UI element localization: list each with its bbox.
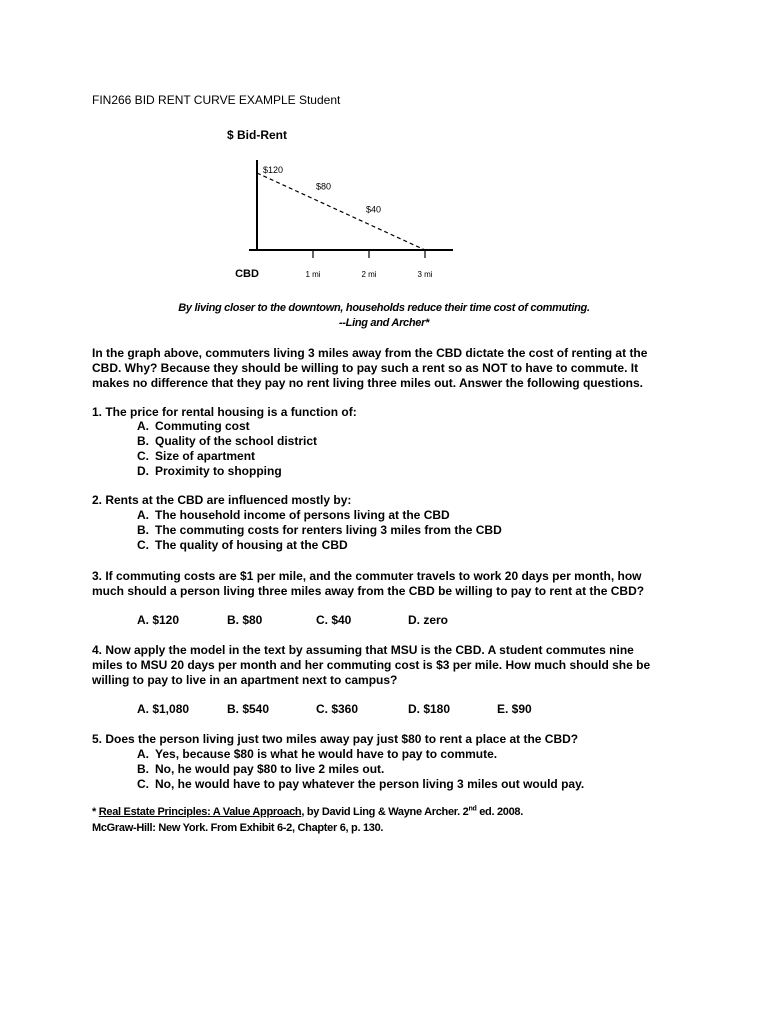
footnote-book-title: Real Estate Principles: A Value Approach [98, 806, 302, 818]
option-letter: C. [137, 449, 149, 463]
question-4-option-c: C. $360 [316, 702, 359, 716]
question-3-option-d: D. zero [408, 613, 449, 627]
x-tick-label: 1 mi [305, 270, 321, 279]
question-2-option-c [137, 538, 348, 552]
intro-line: In the graph above, commuters living 3 miles away from the CBD dictate the cost of renting at the [92, 346, 648, 360]
option-letter: B. [137, 434, 149, 448]
question-1-option-b [137, 434, 317, 448]
option-text: Size of apartment [155, 449, 256, 463]
option-text: The commuting costs for renters living 3 miles from the CBD [155, 523, 502, 537]
option-letter: C. [137, 777, 149, 791]
footnote-line-2: McGraw-Hill: New York. From Exhibit 6-2, Chapter 6, p. 130. [92, 822, 384, 834]
data-label: $120 [263, 165, 284, 175]
quote-text: By living closer to the downtown, households reduce their time cost of commuting. [178, 302, 590, 314]
option-letter: C. [137, 538, 149, 552]
question-5-option-a [137, 747, 497, 761]
question-1-stem: 1. The price for rental housing is a function of: [92, 405, 357, 419]
question-4-stem-line-1: 4. Now apply the model in the text by assuming that MSU is the CBD. A student commutes nine [92, 643, 634, 657]
quote-attribution: --Ling and Archer* [338, 317, 430, 329]
option-letter: D. [137, 464, 149, 478]
option-letter: A. [137, 747, 149, 761]
question-4-option-b: B. $540 [227, 702, 270, 716]
question-2-option-a [137, 508, 450, 522]
x-tick-label: 2 mi [361, 270, 377, 279]
question-3-option-a: A. $120 [137, 613, 180, 627]
option-letter: A. [137, 508, 149, 522]
question-4-option-a: A. $1,080 [137, 702, 190, 716]
option-text: No, he would pay $80 to live 2 miles out. [155, 762, 385, 776]
question-3-stem-line-2: much should a person living three miles away from the CBD be willing to pay to rent at the CBD? [92, 584, 645, 598]
question-5-option-c [137, 777, 584, 791]
footnote-authors: , by David Ling & Wayne Archer. 2 [301, 806, 469, 818]
intro-paragraph [92, 346, 692, 391]
y-axis-label: $ Bid-Rent [227, 128, 287, 142]
option-text: Yes, because $80 is what he would have to pay to commute. [155, 747, 498, 761]
footnote-edition-rest: ed. 2008. [476, 806, 523, 818]
footnote-star: * [92, 806, 99, 818]
intro-line: CBD. Why? Because they should be willing to pay such a rent so as NOT to have to commute. It [92, 361, 639, 375]
option-text: Quality of the school district [155, 434, 318, 448]
question-4-option-d: D. $180 [408, 702, 451, 716]
question-4-option-e: E. $90 [497, 702, 532, 716]
intro-line: makes no difference that they pay no rent living three miles out. Answer the following questions. [92, 376, 643, 390]
option-letter: A. [137, 419, 149, 433]
option-text: No, he would have to pay whatever the person living 3 miles out would pay. [155, 777, 585, 791]
question-2-stem: 2. Rents at the CBD are influenced mostly by: [92, 493, 352, 507]
option-text: Proximity to shopping [155, 464, 282, 478]
question-2-option-b [137, 523, 502, 537]
question-1-option-a [137, 419, 250, 433]
option-letter: B. [137, 762, 149, 776]
question-3-option-b: B. $80 [227, 613, 263, 627]
document-title: FIN266 BID RENT CURVE EXAMPLE Student [92, 93, 341, 107]
question-1-option-c [137, 449, 255, 463]
option-text: Commuting cost [155, 419, 250, 433]
bid-rent-chart [0, 0, 768, 300]
x-tick-label: CBD [235, 268, 259, 280]
question-1-option-d [137, 464, 282, 478]
bid-rent-line [257, 173, 425, 250]
option-letter: B. [137, 523, 149, 537]
question-3-option-c: C. $40 [316, 613, 352, 627]
option-text: The quality of housing at the CBD [155, 538, 348, 552]
option-text: The household income of persons living at the CBD [155, 508, 450, 522]
footnote-line-1 [92, 806, 523, 818]
question-5-stem: 5. Does the person living just two miles away pay just $80 to rent a place at the CBD? [92, 732, 579, 746]
data-label: $80 [316, 181, 332, 192]
footnote-edition-sup: nd [468, 805, 477, 813]
x-tick-label: 3 mi [417, 270, 433, 279]
question-4-stem-line-3: willing to pay to live in an apartment next to campus? [92, 673, 398, 687]
data-label: $40 [366, 204, 382, 215]
question-5-option-b [137, 762, 384, 776]
question-3-stem-line-1: 3. If commuting costs are $1 per mile, and the commuter travels to work 20 days per month, how [92, 569, 642, 583]
question-4-stem-line-2: miles to MSU 20 days per month and her commuting cost is $3 per mile. How much should she be [92, 658, 651, 672]
